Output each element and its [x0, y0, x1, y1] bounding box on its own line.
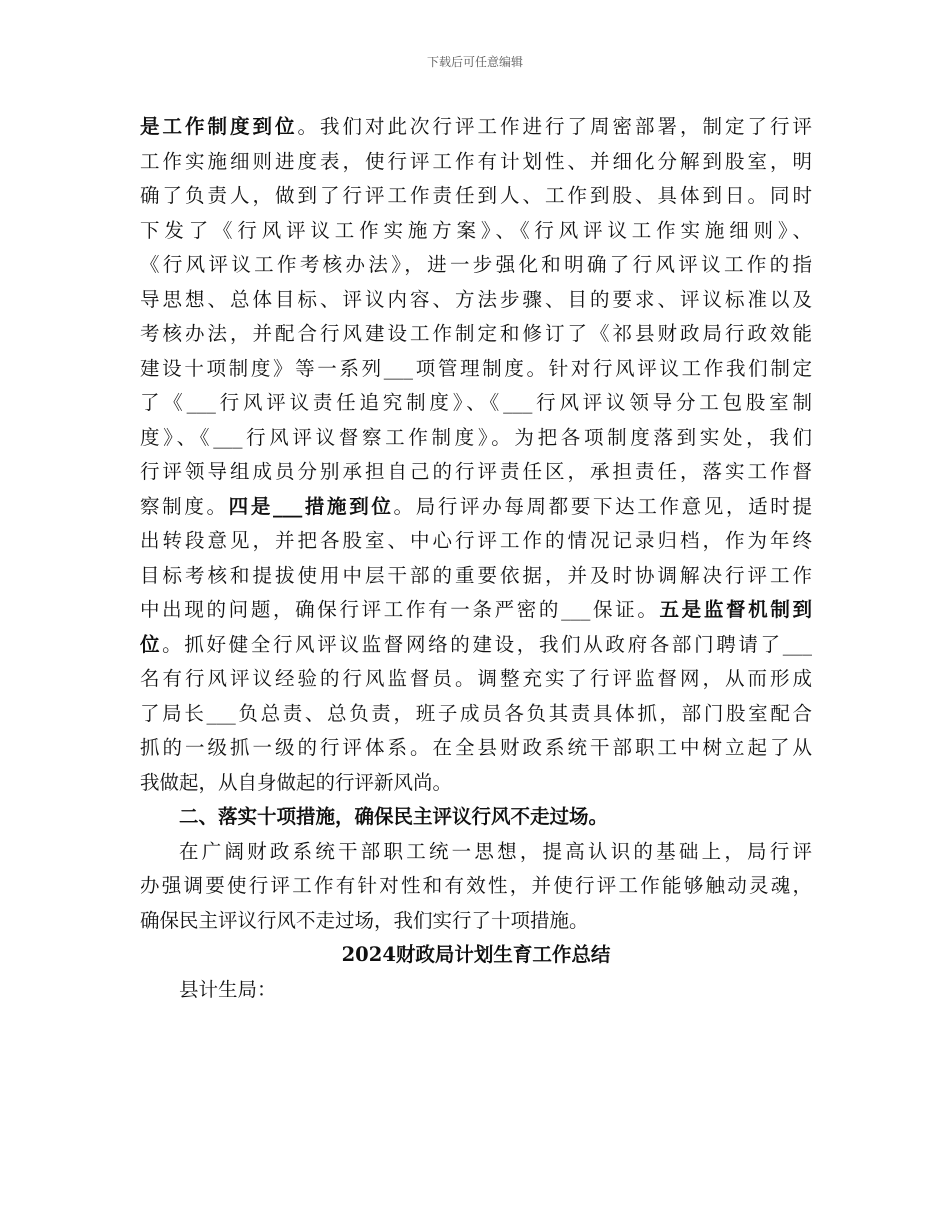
paragraph-2-line-2: 办强调要使行评工作有针对性和有效性，并使行评工作能够触动灵魂， [140, 874, 812, 897]
paragraph-2-line-1: 在广阔财政系统干部职工统一思想，提高认识的基础上，局行评 [179, 839, 812, 863]
bold-phrase: 四是___措施到位 [228, 494, 394, 518]
body-line-18: 了局长___负总责、总负责，班子成员各负其责具体抓，部门股室配合 [140, 701, 812, 725]
document-title: 2024财政局计划生育工作总结 [341, 943, 611, 966]
line-text: 。局行评办每周都要下达工作意见，适时提 [393, 494, 812, 518]
body-line-5: 《行风评议工作考核办法》，进一步强化和明确了行风评议工作的指 [140, 253, 812, 276]
line-text: 。我们对此次行评工作进行了周密部署，制定了行评 [297, 115, 812, 138]
body-line-8: 建设十项制度》等一系列___项管理制度。针对行风评议工作我们制定 [140, 356, 812, 380]
bold-phrase: 五是监督机制到 [659, 598, 812, 621]
body-line-7: 考核办法，并配合行风建设工作制定和修订了《祁县财政局行政效能 [140, 322, 812, 345]
body-line-10: 度》、《___行风评议督察工作制度》。为把各项制度落到实处，我们 [140, 425, 812, 449]
body-line-4: 下发了《行风评议工作实施方案》、《行风评议工作实施细则》、 [140, 218, 812, 242]
body-line-11: 行评领导组成员分别承担自己的行评责任区，承担责任，落实工作督 [140, 460, 812, 483]
body-line-14: 目标考核和提拔使用中层干部的重要依据，并及时协调解决行评工作 [140, 563, 812, 587]
body-line-2: 工作实施细则进度表，使行评工作有计划性、并细化分解到股室，明 [140, 149, 812, 173]
bold-phrase: 位 [140, 632, 163, 656]
body-line-1 [140, 110, 812, 145]
line-text: 中出现的问题，确保行评工作有一条严密的___保证。 [140, 598, 660, 621]
body-line-19: 抓的一级抓一级的行评体系。在全县财政系统干部职工中树立起了从 [140, 736, 812, 759]
section-heading: 二、落实十项措施，确保民主评议行风不走过场。 [179, 805, 609, 828]
salutation: 县计生局： [179, 977, 277, 1001]
body-line-13: 出转段意见，并把各股室、中心行评工作的情况记录归档，作为年终 [140, 529, 812, 552]
page-header: 下载后可任意编辑 [426, 55, 523, 69]
body-line-6: 导思想、总体目标、评议内容、方法步骤、目的要求、评议标准以及 [140, 287, 812, 311]
bold-phrase: 是工作制度到位 [140, 115, 298, 138]
paragraph-2-line-3: 确保民主评议行风不走过场，我们实行了十项措施。 [140, 908, 589, 932]
line-text: 察制度。 [140, 494, 229, 518]
body-line-15 [140, 593, 812, 628]
body-line-9: 了《___行风评议责任追究制度》、《___行风评议领导分工包股室制 [140, 391, 812, 414]
line-text: 。抓好健全行风评议监督网络的建设，我们从政府各部门聘请了___ [162, 632, 812, 656]
body-line-3: 确了负责人，做到了行评工作责任到人、工作到股、具体到日。同时 [140, 184, 812, 207]
body-line-12 [140, 490, 812, 525]
body-line-16 [140, 628, 812, 663]
body-line-20: 我做起，从自身做起的行评新风尚。 [140, 770, 453, 794]
document-body [140, 110, 812, 1007]
body-line-17: 名有行风评议经验的行风监督员。调整充实了行评监督网，从而形成 [140, 667, 812, 690]
